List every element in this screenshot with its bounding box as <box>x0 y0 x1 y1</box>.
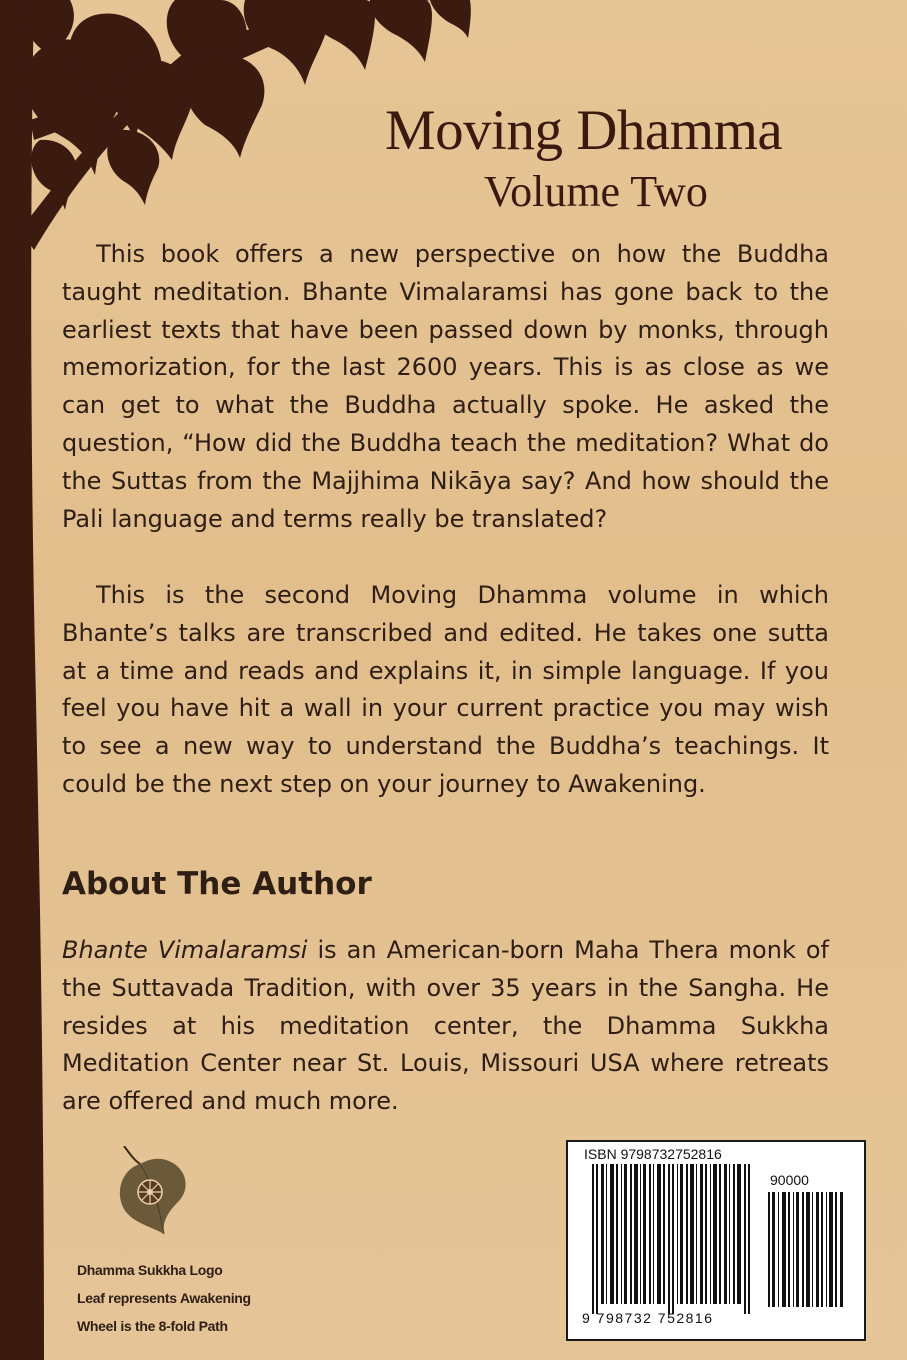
logo-caption-line: Dhamma Sukkha Logo <box>77 1262 223 1278</box>
author-name: Bhante Vimalaramsi <box>62 936 308 964</box>
description-paragraph-2: This is the second Moving Dhamma volume in which Bhante’s talks are transcribed and edited. He takes one sutta at a time and reads and explains it, in simple language. If you feel you have hit a wall in your current practice you may wish to see a new way to understand the Buddha’s teachings. It could be the next step on your journey to Awakening. <box>62 581 829 798</box>
isbn-barcode <box>566 1140 866 1341</box>
price-barcode-bars-icon <box>768 1192 848 1307</box>
author-bio <box>62 932 829 1121</box>
description-paragraph-1: This book offers a new perspective on how the Buddha taught meditation. Bhante Vimalaramsi has gone back to the earliest texts that have been passed down by monks, through memorization, for the last 2600 years. This is as close as we can get to what the Buddha actually spoke. He asked the question, “How did the Buddha teach the meditation? What do the Suttas from the Majjhima Nikāya say? And how should the Pali language and terms really be translated? <box>62 240 829 533</box>
author-bio-text: is an American-born Maha Thera monk of the Suttavada Tradition, with over 35 years in the Sangha. He resides at his meditation center, the Dhamma Sukkha Meditation Center near St. Louis, Missouri USA where retreats are offered and much more. <box>62 936 829 1116</box>
logo-caption-line: Wheel is the 8-fold Path <box>77 1318 228 1334</box>
barcode-bars-icon <box>592 1164 762 1314</box>
barcode-digits: 9 798732 752816 <box>582 1310 714 1326</box>
about-author-heading: About The Author <box>62 866 372 902</box>
logo-caption <box>77 1256 251 1340</box>
book-subtitle: Volume Two <box>484 167 708 216</box>
book-title: Moving Dhamma <box>385 99 783 162</box>
price-code: 90000 <box>770 1172 809 1188</box>
logo-caption-line: Leaf represents Awakening <box>77 1290 251 1306</box>
bodhi-leaf-wheel-icon <box>112 1146 202 1236</box>
isbn-label: ISBN 9798732752816 <box>584 1146 722 1162</box>
